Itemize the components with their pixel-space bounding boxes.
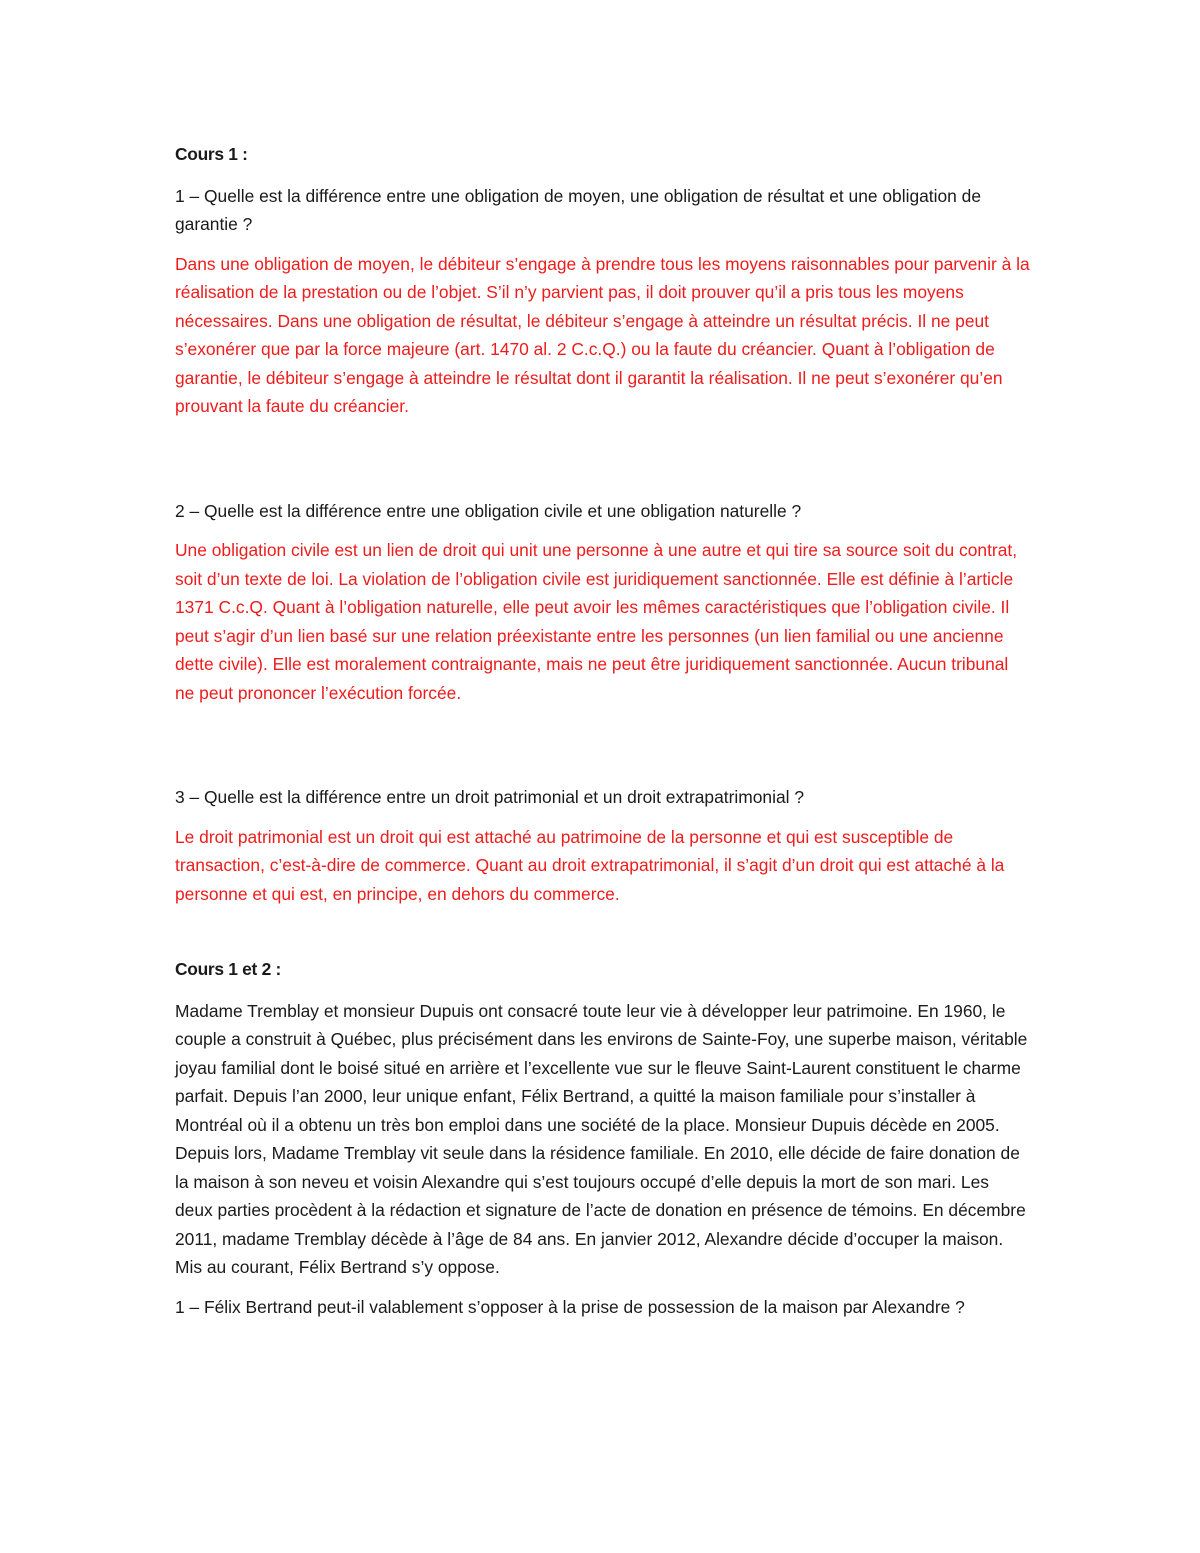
question-2: 2 – Quelle est la différence entre une obligation civile et une obligation naturelle ? — [175, 500, 802, 521]
question-3: 3 – Quelle est la différence entre un droit patrimonial et un droit extrapatrimonial ? — [175, 787, 804, 807]
section-heading-cours-1-et-2: Cours 1 et 2 : — [175, 959, 281, 979]
case-scenario: Madame Tremblay et monsieur Dupuis ont consacré toute leur vie à développer leur patrimoine. En 1960, le couple a construit à Québec, plus précisément dans les environs de Sainte-Foy, une superbe maison, véritable joyau familial dont le boisé situé en arrière et l’excellente vue sur le fleuve Saint-Laurent constituent le charme parfait. Depuis l’an 2000, leur unique enfant, Félix Bertrand, a quitté la maison familiale pour s’installer à Montréal où il a obtenu un très bon emploi dans une société de la place. Monsieur Dupuis décède en 2005. Depuis lors, Madame Tremblay vit seule dans la résidence familiale. En 2010, elle décide de faire donation de la maison à son neveu et voisin Alexandre qui s’est toujours occupé d’elle depuis la mort de son mari. Les deux parties procèdent à la rédaction et signature de l’acte de donation en présence de témoins. En décembre 2011, madame Tremblay décède à l’âge de 84 ans. En janvier 2012, Alexandre décide d’occuper la maison. Mis au courant, Félix Bertrand s’y oppose. — [175, 1000, 1028, 1277]
document-page — [175, 140, 1030, 1332]
answer-3: Le droit patrimonial est un droit qui est attaché au patrimoine de la personne et qui est susceptible de transaction, c’est-à-dire de commerce. Quant au droit extrapatrimonial, il s’agit d’un droit qui est attaché à la personne et qui est, en principe, en dehors du commerce. — [175, 826, 1005, 904]
answer-1: Dans une obligation de moyen, le débiteur s’engage à prendre tous les moyens raisonnables pour parvenir à la réalisation de la prestation ou de l’objet. S’il n’y parvient pas, il doit prouver qu’il a pris tous les moyens nécessaires. Dans une obligation de résultat, le débiteur s’engage à atteindre un résultat précis. Il ne peut s’exonérer que par la force majeure (art. 1470 al. 2 C.c.Q.) ou la faute du créancier. Quant à l’obligation de garantie, le débiteur s’engage à atteindre le résultat dont il garantit la réalisation. Il ne peut s’exonérer qu’en prouvant la faute du créancier. — [175, 253, 1030, 416]
question-1: 1 – Quelle est la différence entre une obligation de moyen, une obligation de résultat et une obligation de garantie ? — [175, 185, 982, 234]
section-heading-cours-1: Cours 1 : — [175, 144, 248, 164]
answer-2: Une obligation civile est un lien de droit qui unit une personne à une autre et qui tire sa source soit du contrat, soit d’un texte de loi. La violation de l’obligation civile est juridiquement sanctionnée. Elle est définie à l’article 1371 C.c.Q. Quant à l’obligation naturelle, elle peut avoir les mêmes caractéristiques que l’obligation civile. Il peut s’agir d’un lien basé sur une relation préexistante entre les personnes (un lien familial ou une ancienne dette civile). Elle est moralement contraignante, mais ne peut être juridiquement sanctionnée. Aucun tribunal ne peut prononcer l’exécution forcée. — [175, 540, 1018, 703]
case-question-1: 1 – Félix Bertrand peut-il valablement s’opposer à la prise de possession de la maison par Alexandre ? — [175, 1296, 965, 1317]
